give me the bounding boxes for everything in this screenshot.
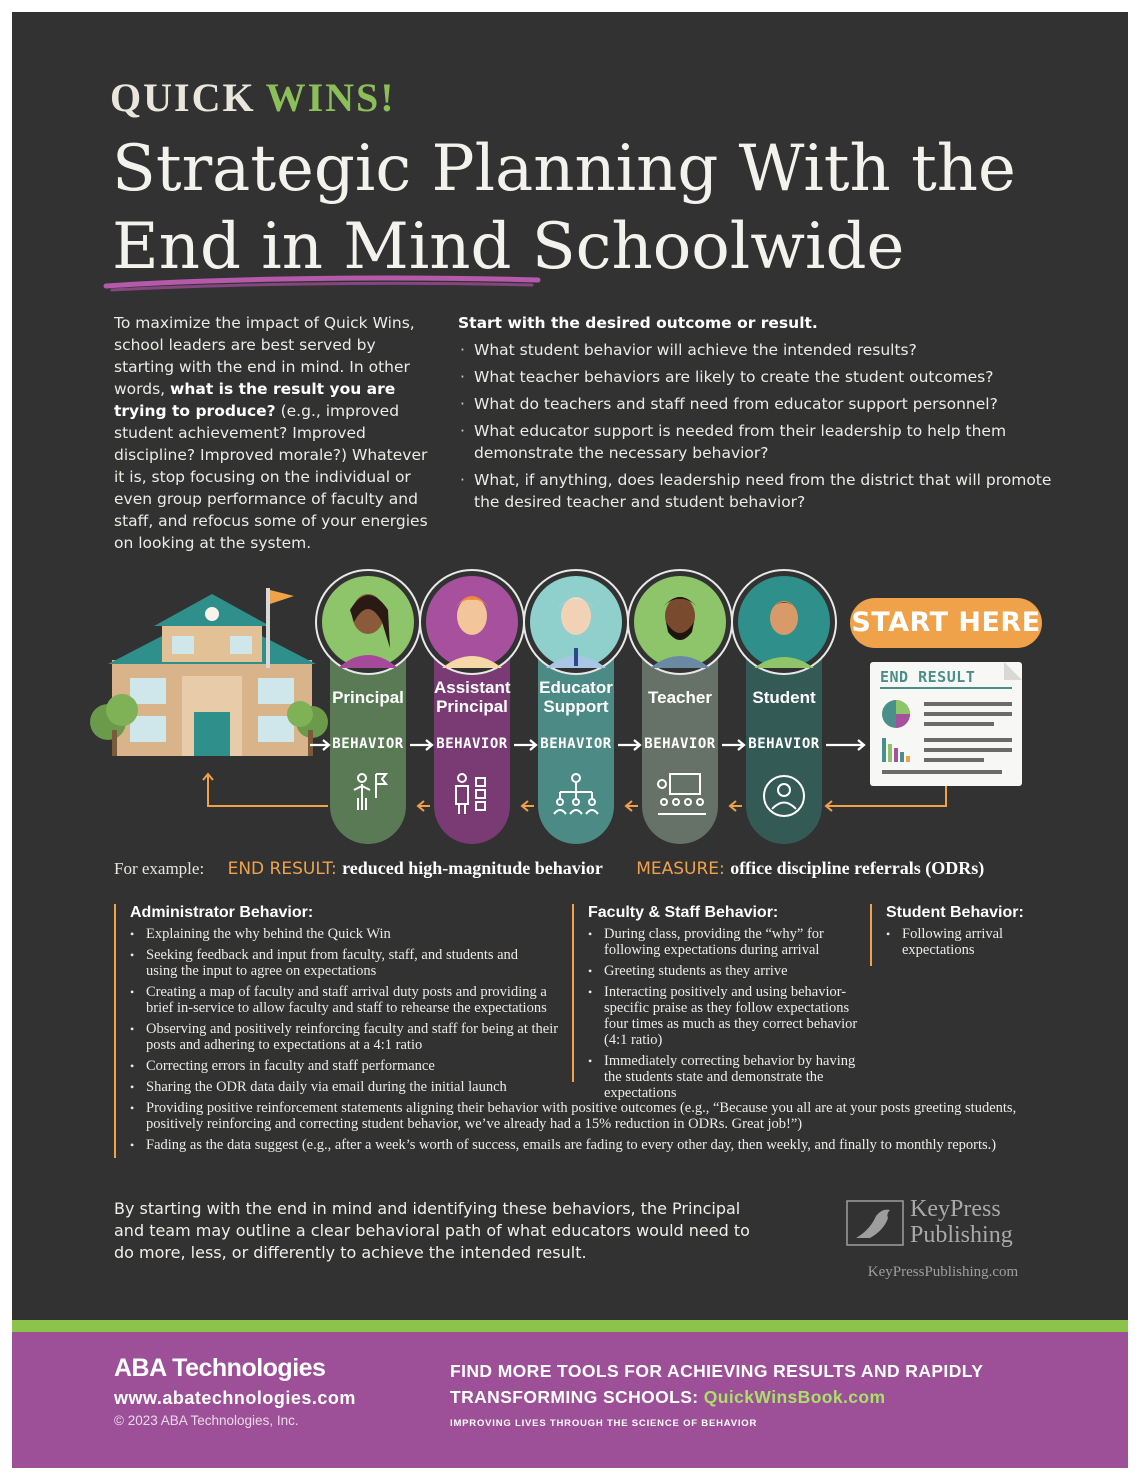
measure-tag: MEASURE:: [636, 859, 725, 879]
behavior-label: BEHAVIOR: [540, 736, 612, 752]
start-here-badge: START HERE: [850, 598, 1042, 648]
kicker-quick: QUICK: [110, 75, 256, 120]
title-underline-stroke: [102, 270, 542, 296]
kicker-wins: WINS!: [265, 75, 396, 120]
question-item: · What student behavior will achieve the intended results?: [458, 339, 1058, 361]
admin-item: • Creating a map of faculty and staff arrival duty posts and providing a brief in-service to allow faculty and staff to rehearse the expectations: [130, 984, 560, 1016]
intro-paragraph: [114, 312, 434, 554]
keypress-line1: KeyPress: [910, 1196, 1001, 1222]
quickwins-book-link[interactable]: QuickWinsBook.com: [703, 1387, 886, 1407]
principal-avatar: [316, 570, 420, 674]
question-item: · What do teachers and staff need from educator support personnel?: [458, 393, 1058, 415]
admin-item: • Providing positive reinforcement statements aligning their behavior with positive outcomes (e.g., “Because you all are at your posts greeting students, positively reinforcing and correcting student behavior, we’ve already had a 15% reduction in ODRs. Great job!”): [130, 1100, 1040, 1132]
faculty-item: • Interacting positively and using behavior-specific praise as they follow expectations four times as much as they correct behavior (4:1 ratio): [588, 984, 862, 1048]
role-label-teacher: Teacher: [648, 688, 712, 707]
keypress-line2: Publishing: [910, 1222, 1013, 1248]
school-building-icon: [90, 588, 328, 756]
intro-text-1: To maximize the impact of Quick Wins, school leaders are best served by starting with the end in mind. In other words,: [114, 314, 415, 398]
end-result-label: END RESULT: [880, 668, 976, 686]
faculty-behavior-column: [572, 904, 862, 1101]
administrator-heading: Administrator Behavior:: [130, 904, 314, 921]
role-label-educator-support: Educator Support: [539, 678, 613, 716]
behavior-label: BEHAVIOR: [644, 736, 716, 752]
admin-item: • Explaining the why behind the Quick Win: [130, 926, 550, 942]
admin-item: • Observing and positively reinforcing faculty and staff for being at their posts and adhering to expectations at a 4:1 ratio: [130, 1021, 560, 1053]
keypress-url[interactable]: KeyPressPublishing.com: [867, 1264, 1019, 1280]
find-more-line2: [450, 1384, 1050, 1410]
footer-green-band: [12, 1320, 1128, 1332]
student-heading: Student Behavior:: [886, 904, 1024, 921]
student-item: • Following arrival expectations: [886, 926, 1038, 958]
find-more-cta: [450, 1358, 1050, 1410]
behavior-label: BEHAVIOR: [436, 736, 508, 752]
role-label-assistant-principal: Assistant Principal: [434, 678, 511, 716]
title-line-1: Strategic Planning With the: [112, 132, 1016, 206]
aba-website-link[interactable]: www.abatechnologies.com: [114, 1388, 356, 1408]
poster: [12, 12, 1128, 1468]
admin-item: • Correcting errors in faculty and staff performance: [130, 1058, 560, 1074]
role-label-student: Student: [752, 688, 816, 707]
end-result-tag: END RESULT:: [227, 859, 337, 879]
question-item: · What teacher behaviors are likely to create the student outcomes?: [458, 366, 1058, 388]
title-line-2: End in Mind Schoolwide: [112, 210, 905, 284]
closing-paragraph: By starting with the end in mind and identifying these behaviors, the Principal and team may outline a clear behavioral path of what educators would need to do more, less, or differently to achieve the intended result.: [114, 1199, 750, 1262]
footer-tagline: IMPROVING LIVES THROUGH THE SCIENCE OF BEHAVIOR: [450, 1418, 758, 1429]
intro-text-2: (e.g., improved student achievement? Improved discipline? Improved morale?) Whatever it is, stop focusing on the individual or even group performance of faculty and staff, and refocus some of your energies on looking at the system.: [114, 402, 428, 552]
student-list: [886, 926, 1038, 958]
find-more-line1: FIND MORE TOOLS FOR ACHIEVING RESULTS AND RAPIDLY: [450, 1361, 984, 1381]
admin-item: • Sharing the ODR data daily via email during the initial launch: [130, 1079, 560, 1095]
intro-bold-question: what is the result you are trying to produce?: [114, 380, 396, 420]
pie-chart-icon: [882, 700, 910, 728]
question-item: · What, if anything, does leadership need from the district that will promote the desired teacher and student behavior?: [458, 469, 1058, 513]
faculty-item: • Greeting students as they arrive: [588, 963, 862, 979]
copyright: © 2023 ABA Technologies, Inc.: [114, 1413, 299, 1428]
faculty-item: • During class, providing the “why” for following expectations during arrival: [588, 926, 862, 958]
teacher-avatar: [628, 570, 732, 674]
educator-support-avatar: [524, 570, 628, 674]
behavior-label: BEHAVIOR: [748, 736, 820, 752]
faculty-heading: Faculty & Staff Behavior:: [588, 904, 779, 921]
student-avatar: [732, 570, 836, 674]
example-line: [114, 858, 1114, 888]
bird-icon: [846, 1200, 904, 1246]
aba-technologies-logo: ABA Technologies: [114, 1354, 326, 1382]
assistant-principal-avatar: [420, 570, 524, 674]
behavior-path-diagram: [12, 552, 1128, 852]
admin-item: • Fading as the data suggest (e.g., after a week’s worth of success, emails are fading to every other day, then weekly, and finally to monthly reports.): [130, 1137, 1040, 1153]
role-label-principal: Principal: [332, 688, 404, 707]
example-lead: For example:: [114, 859, 205, 878]
faculty-list: [588, 926, 862, 1101]
page-title: [112, 130, 1092, 286]
questions-list: [458, 339, 1058, 513]
end-result-value: reduced high-magnitude behavior: [342, 858, 603, 878]
questions-block: [458, 312, 1058, 518]
student-behavior-column: [870, 904, 1038, 966]
behavior-label: BEHAVIOR: [332, 736, 404, 752]
question-item: · What educator support is needed from their leadership to help them demonstrate the necessary behavior?: [458, 420, 1058, 464]
find-more-line2-text: TRANSFORMING SCHOOLS:: [450, 1387, 699, 1407]
faculty-item: • Immediately correcting behavior by having the students state and demonstrate the expectations: [588, 1053, 862, 1101]
quick-wins-kicker: [110, 74, 396, 120]
questions-heading: Start with the desired outcome or result.: [458, 314, 818, 332]
measure-value: office discipline referrals (ODRs): [730, 858, 985, 878]
admin-item: • Seeking feedback and input from faculty, staff, and students and using the input to agree on expectations: [130, 947, 550, 979]
